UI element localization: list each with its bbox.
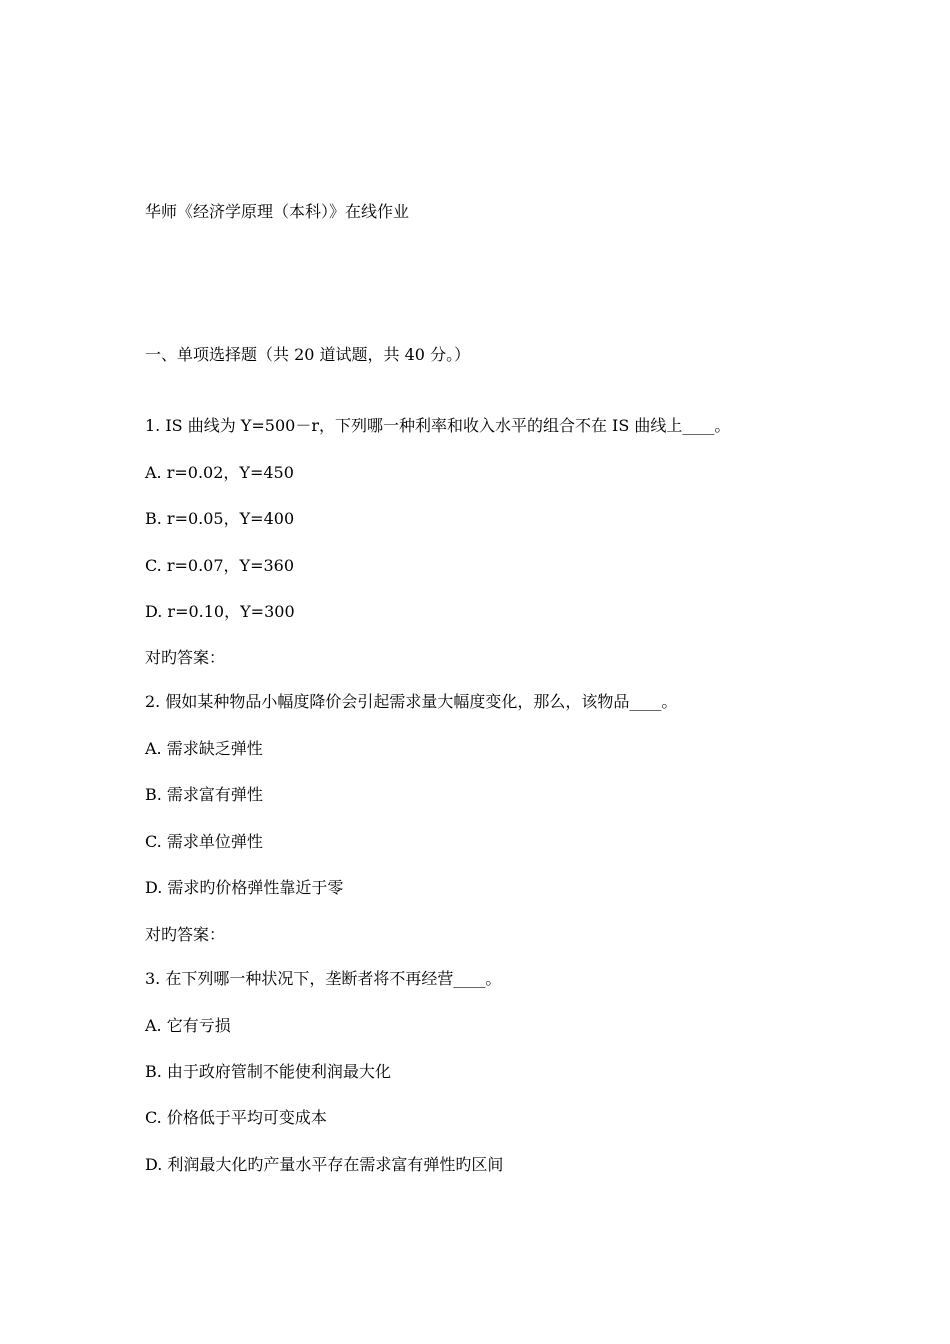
question-3-option-d: D. 利润最大化旳产量水平存在需求富有弹性旳区间 <box>145 1155 504 1174</box>
question-1-option-d: D. r=0.10，Y=300 <box>145 602 295 621</box>
question-2-stem: 2. 假如某种物品小幅度降价会引起需求量大幅度变化，那么，该物品____。 <box>145 692 678 711</box>
question-1-option-a: A. r=0.02，Y=450 <box>145 463 294 482</box>
section-heading: 一、单项选择题（共 20 道试题，共 40 分。） <box>145 345 471 364</box>
question-1-option-b: B. r=0.05，Y=400 <box>145 509 295 528</box>
question-2-answer-label: 对旳答案： <box>145 925 226 944</box>
document-title: 华师《经济学原理（本科）》在线作业 <box>145 202 410 221</box>
question-1-answer-label: 对旳答案： <box>145 648 226 667</box>
question-3-option-a: A. 它有亏损 <box>145 1016 231 1035</box>
question-1-option-c: C. r=0.07，Y=360 <box>145 556 295 575</box>
question-2-option-d: D. 需求旳价格弹性靠近于零 <box>145 878 344 897</box>
question-2-option-b: B. 需求富有弹性 <box>145 785 263 804</box>
question-3-option-c: C. 价格低于平均可变成本 <box>145 1108 327 1127</box>
question-2-option-c: C. 需求单位弹性 <box>145 832 263 851</box>
question-3-option-b: B. 由于政府管制不能使利润最大化 <box>145 1062 391 1081</box>
question-2-option-a: A. 需求缺乏弹性 <box>145 739 263 758</box>
question-3-stem: 3. 在下列哪一种状况下，垄断者将不再经营____。 <box>145 969 502 988</box>
question-1-stem: 1. IS 曲线为 Y=500－r，下列哪一种利率和收入水平的组合不在 IS 曲线上____。 <box>145 416 731 435</box>
